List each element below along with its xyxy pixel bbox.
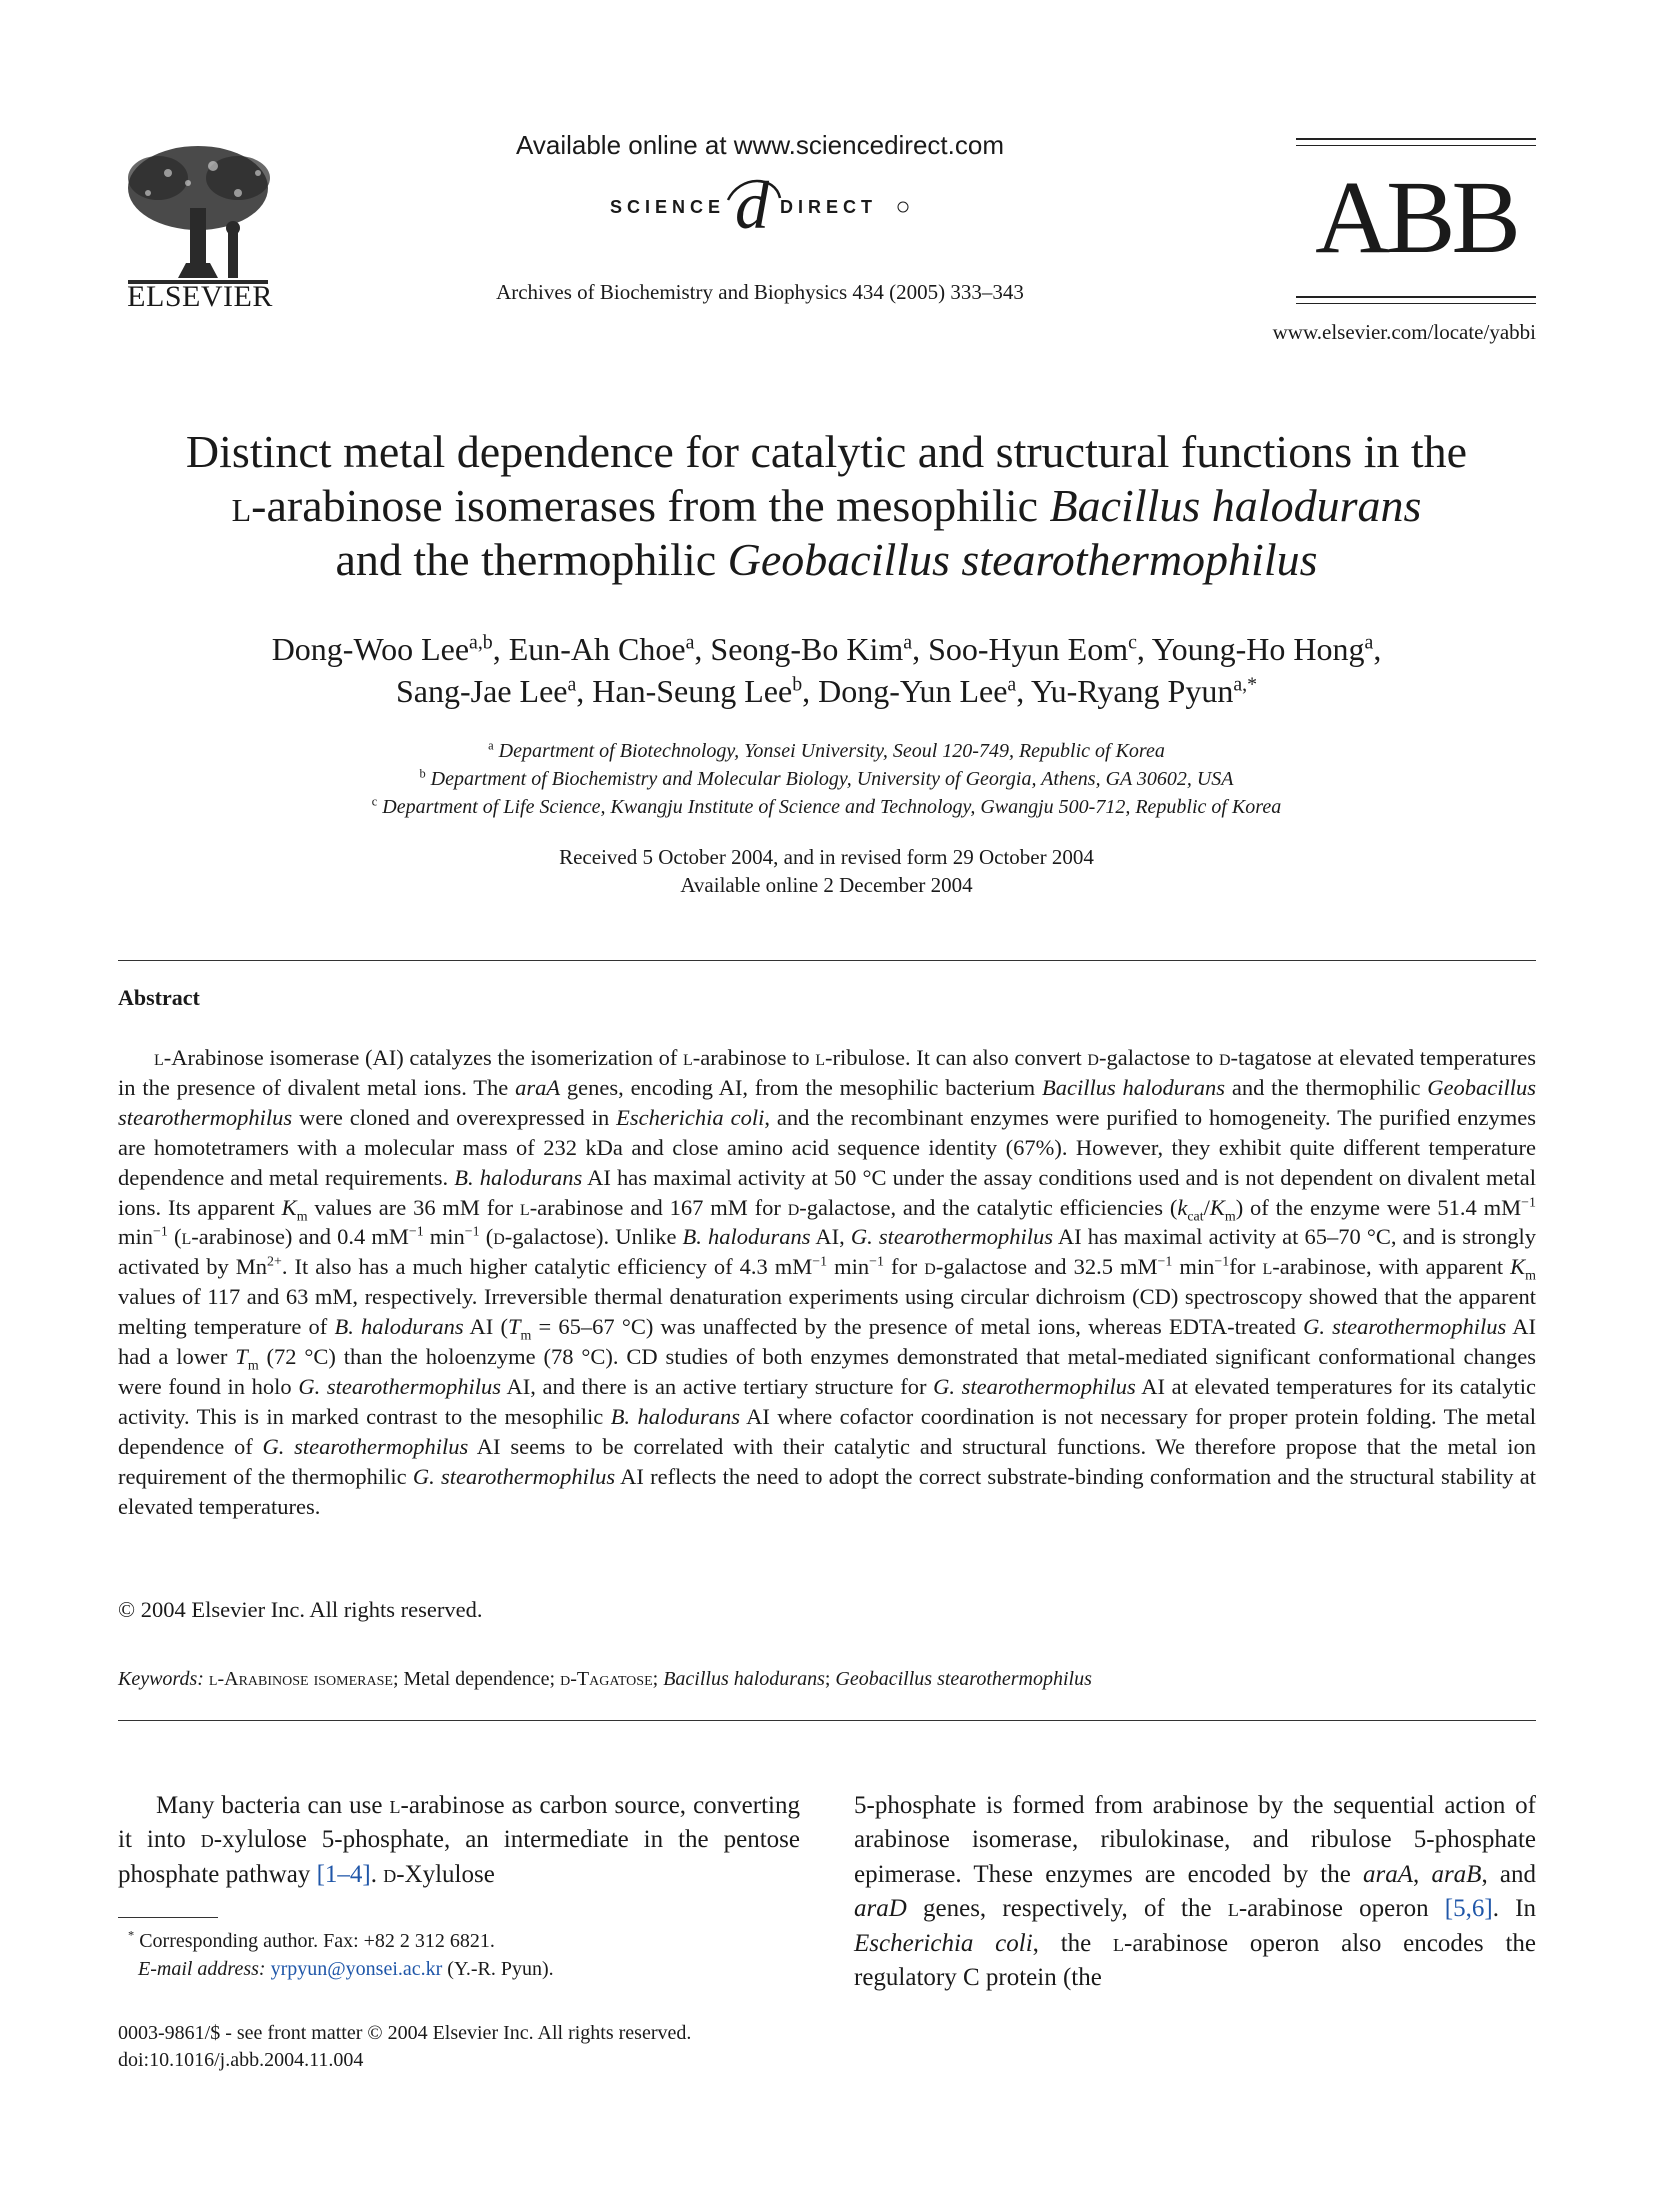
doi-line[interactable]: doi:10.1016/j.abb.2004.11.004 bbox=[118, 2049, 364, 2071]
keywords: Keywords: l-Arabinose isomerase; Metal dependence; d-Tagatose; Bacillus halodurans; Geobacillus stearothermophilus bbox=[118, 1668, 1092, 1690]
journal-citation: Archives of Biochemistry and Biophysics 434 (2005) 333–343 bbox=[496, 280, 1024, 304]
body-column-left: Many bacteria can use l-arabinose as carbon source, converting it into d-xylulose 5-phosphate, an intermediate in the pentose phosphate pathway [1–4]. d-Xylulose bbox=[118, 1792, 800, 1888]
journal-abbrev-logo: ABB bbox=[1315, 160, 1517, 275]
affiliation: $^b$ Department of Biochemistry and Molecular Biology, University of Georgia, Athens, GA 30602, USA bbox=[419, 766, 1234, 790]
received-date: Received 5 October 2004, and in revised form 29 October 2004 bbox=[559, 845, 1094, 869]
footnote bbox=[118, 1927, 800, 1983]
abb-rule bbox=[1296, 145, 1536, 146]
online-date: Available online 2 December 2004 bbox=[680, 873, 973, 897]
svg-text:d: d bbox=[735, 170, 769, 243]
title-line-1: Distinct metal dependence for catalytic and structural functions in the bbox=[185, 426, 1468, 477]
front-matter bbox=[118, 2020, 918, 2074]
title-line-3: and the thermophilic Geobacillus stearothermophilus bbox=[335, 534, 1318, 585]
footnote-rule bbox=[118, 1917, 218, 1918]
author[interactable]: Seong-Bo Kim$^a$ bbox=[710, 631, 913, 667]
email-link[interactable]: yrpyun@yonsei.ac.kr bbox=[270, 1958, 443, 1980]
corresponding-author-note: * Corresponding author. Fax: +82 2 312 6821. bbox=[128, 1928, 495, 1952]
issn-line: 0003-9861/$ - see front matter © 2004 Elsevier Inc. All rights reserved. bbox=[118, 2022, 692, 2044]
keywords-label: Keywords: bbox=[118, 1668, 204, 1690]
citation-link[interactable]: [1–4] bbox=[316, 1860, 371, 1888]
author[interactable]: Dong-Woo Lee$^{a,b}$ bbox=[271, 631, 493, 667]
abstract-heading: Abstract bbox=[118, 985, 200, 1010]
author[interactable]: Sang-Jae Lee$^a$ bbox=[396, 673, 577, 709]
abb-rule bbox=[1296, 296, 1536, 298]
author[interactable]: Yu-Ryang Pyun$^{a,*}$ bbox=[1031, 673, 1257, 709]
affiliation: $^a$ Department of Biotechnology, Yonsei University, Seoul 120-749, Republic of Korea bbox=[488, 738, 1165, 762]
sciencedirect-logo-icon bbox=[600, 170, 940, 250]
section-rule bbox=[118, 1720, 1536, 1721]
author[interactable]: Soo-Hyun Eom$^c$ bbox=[928, 631, 1137, 667]
citation-link[interactable]: [5,6] bbox=[1444, 1895, 1493, 1923]
keyword[interactable]: Geobacillus stearothermophilus bbox=[835, 1668, 1092, 1690]
article-dates bbox=[110, 843, 1543, 899]
affiliations bbox=[110, 737, 1543, 821]
author-list: Dong-Woo Lee$^{a,b}$, Eun-Ah Choe$^a$, Seong-Bo Kim$^a$, Soo-Hyun Eom$^c$, Young-Ho Hong$^a$, Sang-Jae Lee$^a$, Han-Seung Lee$^b$, Dong-Yun Lee$^a$, Yu-Ryang Pyun$^{a,*}$ bbox=[271, 631, 1382, 709]
keyword[interactable]: d-Tagatose bbox=[560, 1668, 653, 1690]
article-title bbox=[110, 425, 1543, 587]
abb-rule bbox=[1296, 138, 1536, 140]
section-rule bbox=[118, 960, 1536, 961]
keyword[interactable]: Metal dependence bbox=[403, 1668, 550, 1690]
available-online-line: Available online at www.sciencedirect.com bbox=[516, 130, 1004, 160]
publisher-name: ELSEVIER bbox=[127, 280, 273, 313]
abb-rule bbox=[1296, 303, 1536, 304]
email-note: E-mail address: yrpyun@yonsei.ac.kr (Y.-R. Pyun). bbox=[138, 1958, 554, 1980]
author[interactable]: Dong-Yun Lee$^a$ bbox=[818, 673, 1017, 709]
abstract-text: l-Arabinose isomerase (AI) catalyzes the isomerization of l-arabinose to l-ribulose. It can also convert d-galactose to d-tagatose at elevated temperatures in the presence of divalent metal ions. The araA genes, encoding AI, from the mesophilic bacterium Bacillus halodurans and the thermophilic Geobacillus stearothermophilus were cloned and overexpressed in Escherichia coli, and the recombinant enzymes were purified to homogeneity. The purified enzymes are homotetramers with a molecular mass of 232 kDa and close amino acid sequence identity (67%). However, they exhibit quite different temperature dependence and metal requirements. B. halodurans AI has maximal activity at 50 °C under the assay conditions used and is not dependent on divalent metal ions. Its apparent $K_m$ values are 36 mM for l-arabinose and 167 mM for d-galactose, and the catalytic efficiencies $(k_{cat}/K_m)$ of the enzyme were 51.4 $mM^{-1}$ $\min^{-1}$ (l-arabinose) and 0.4 $mM^{-1}$ $\min^{-1}$ (d-galactose). Unlike B. halodurans AI, G. stearothermophilus AI has maximal activity at 65–70 °C, and is strongly activated by $Mn^{2+}$. It also has a much higher catalytic efficiency of 4.3 $mM^{-1}$ $\min^{-1}$ for d-galactose and 32.5 $mM^{-1}$ $\min^{-1}for$ l-arabinose, with apparent $K_m$ values of 117 and 63 mM, respectively. Irreversible thermal denaturation experiments using circular dichroism (CD) spectroscopy showed that the apparent melting temperature of B. halodurans AI ($T_m = 65-67$ °C) was unaffected by the presence of metal ions, whereas EDTA-treated G. stearothermophilus AI had a lower $T_m$ (72 °C) than the holoenzyme (78 °C). CD studies of both enzymes demonstrated that metal-mediated significant conformational changes were found in holo G. stearothermophilus AI, and there is an active tertiary structure for G. stearothermophilus AI at elevated temperatures for its catalytic activity. This is in marked contrast to the mesophilic B. halodurans AI where cofactor coordination is not necessary for proper protein folding. The metal dependence of G. stearothermophilus AI seems to be correlated with their catalytic and structural functions. We therefore propose that the metal ion requirement of the thermophilic G. stearothermophilus AI reflects the need to adopt the correct substrate-binding conformation and the structural stability at elevated temperatures. bbox=[118, 1045, 1537, 1519]
affiliation: $^c$ Department of Life Science, Kwangju Institute of Science and Technology, Gwangju 500-712, Republic of Korea bbox=[371, 794, 1282, 818]
author[interactable]: Han-Seung Lee$^b$ bbox=[592, 673, 803, 709]
journal-url[interactable]: www.elsevier.com/locate/yabbi bbox=[1272, 320, 1536, 344]
keyword[interactable]: l-Arabinose isomerase bbox=[208, 1668, 393, 1690]
sciencedirect-left-text: SCIENCE bbox=[609, 197, 725, 217]
title-line-2: l-arabinose isomerases from the mesophilic Bacillus halodurans bbox=[231, 480, 1422, 531]
abstract-copyright: © 2004 Elsevier Inc. All rights reserved. bbox=[118, 1597, 483, 1622]
author[interactable]: Eun-Ah Choe$^a$ bbox=[508, 631, 695, 667]
sciencedirect-right-text: DIRECT bbox=[780, 197, 877, 217]
author[interactable]: Young-Ho Hong$^a$ bbox=[1151, 631, 1374, 667]
keyword[interactable]: Bacillus halodurans bbox=[663, 1668, 825, 1690]
body-column-right: 5-phosphate is formed from arabinose by the sequential action of arabinose isomerase, ribulokinase, and ribulose 5-phosphate epimerase. These enzymes are encoded by the araA, araB, and araD genes, respectively, of the l-arabinose operon [5,6]. In Escherichia coli, the l-arabinose operon also encodes the regulatory C protein (the bbox=[854, 1792, 1536, 1992]
